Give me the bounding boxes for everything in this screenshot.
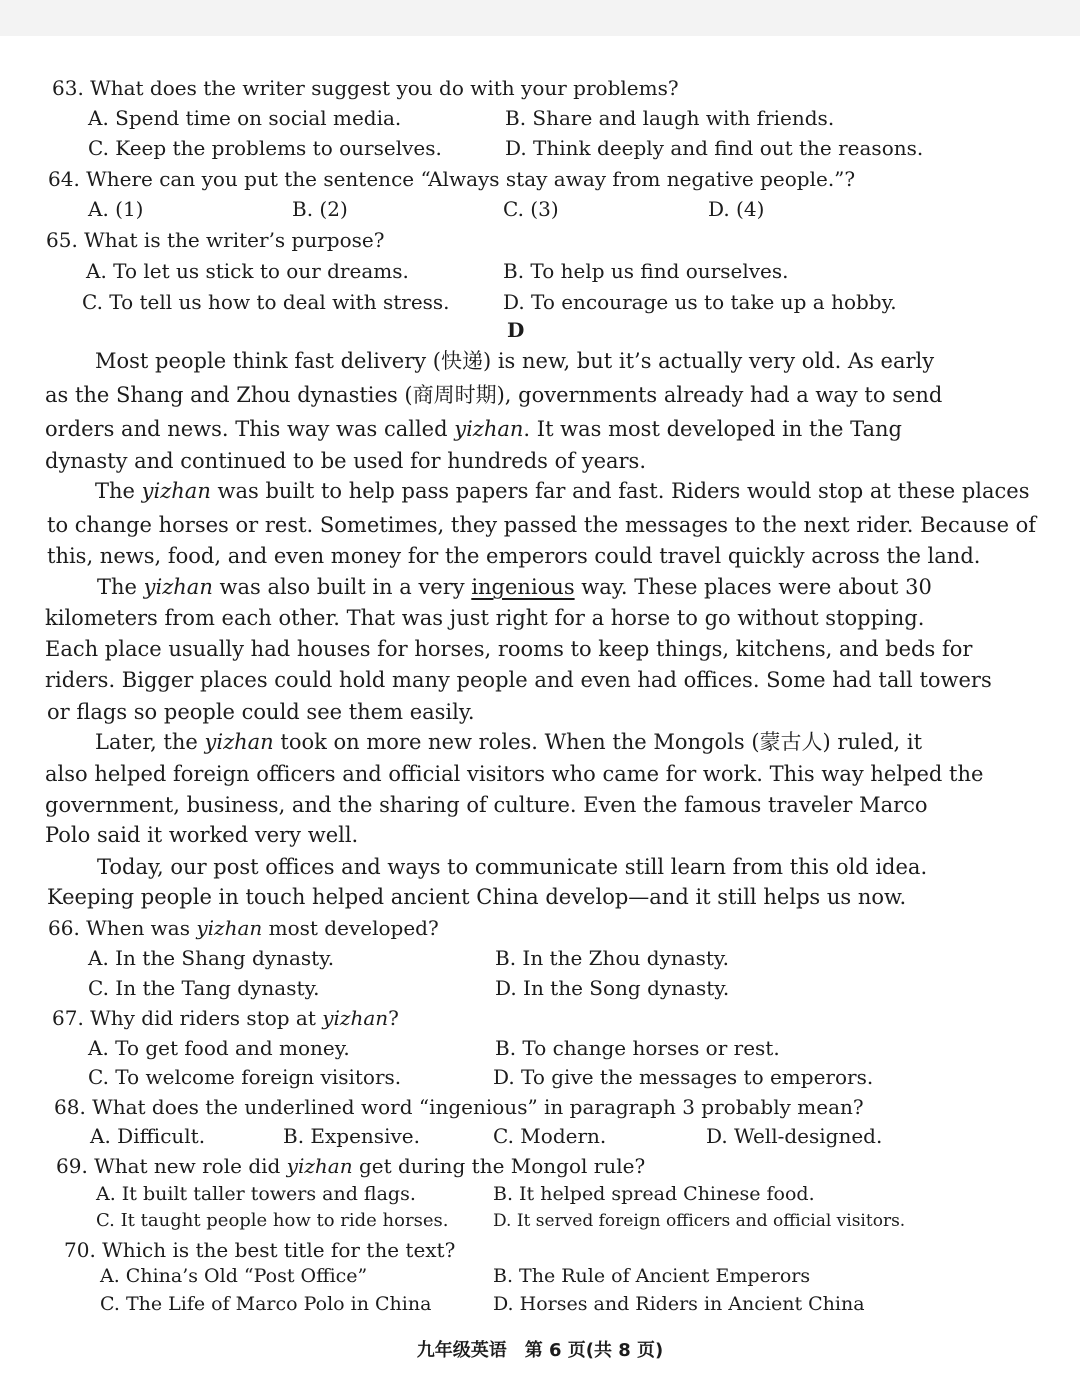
q67-option-d[interactable]: D. To give the messages to emperors. (493, 1065, 874, 1089)
q70-option-c[interactable]: C. The Life of Marco Polo in China (100, 1293, 432, 1315)
passage-p4-line3: government, business, and the sharing of culture. Even the famous traveler Marco (45, 793, 928, 817)
passage-p2-line2: to change horses or rest. Sometimes, they passed the messages to the next rider. Because of (47, 513, 1037, 537)
passage-p3-line3: Each place usually had houses for horses, rooms to keep things, kitchens, and beds for (45, 637, 973, 661)
q64-option-c[interactable]: C. (3) (503, 197, 559, 221)
passage-p4-line1: Later, the yizhan took on more new roles. When the Mongols (蒙古人) ruled, it (95, 730, 923, 754)
passage-p1-line1: Most people think fast delivery (快递) is new, but it’s actually very old. As early (95, 349, 935, 373)
q68-option-d[interactable]: D. Well-designed. (706, 1124, 883, 1148)
page-footer: 九年级英语 第 6 页(共 8 页) (416, 1340, 664, 1361)
q66-option-b[interactable]: B. In the Zhou dynasty. (495, 946, 729, 970)
passage-p3-line1: The yizhan was also built in a very ingenious way. These places were about 30 (97, 575, 932, 599)
passage-p4-line4: Polo said it worked very well. (45, 823, 359, 847)
q70-option-d[interactable]: D. Horses and Riders in Ancient China (493, 1293, 865, 1315)
passage-p3-line2: kilometers from each other. That was just right for a horse to go without stopping. (45, 606, 925, 630)
question-67: 67. Why did riders stop at yizhan? (52, 1006, 399, 1030)
passage-p1-line3: orders and news. This way was called yizhan. It was most developed in the Tang (45, 417, 902, 441)
passage-p1-line4: dynasty and continued to be used for hundreds of years. (45, 449, 647, 473)
q65-option-d[interactable]: D. To encourage us to take up a hobby. (503, 290, 897, 314)
passage-p1-line2: as the Shang and Zhou dynasties (商周时期), governments already had a way to send (45, 383, 943, 407)
q63-option-b[interactable]: B. Share and laugh with friends. (505, 106, 835, 130)
q69-option-c[interactable]: C. It taught people how to ride horses. (96, 1210, 449, 1231)
passage-p2-line3: this, news, food, and even money for the emperors could travel quickly across the land. (47, 544, 981, 568)
q64-option-a[interactable]: A. (1) (88, 197, 144, 221)
q70-option-b[interactable]: B. The Rule of Ancient Emperors (493, 1265, 811, 1287)
question-70: 70. Which is the best title for the text? (64, 1238, 456, 1262)
question-63: 63. What does the writer suggest you do with your problems? (52, 76, 679, 100)
q68-option-b[interactable]: B. Expensive. (283, 1124, 420, 1148)
q67-option-a[interactable]: A. To get food and money. (88, 1036, 350, 1060)
q63-option-d[interactable]: D. Think deeply and find out the reasons. (505, 136, 924, 160)
passage-p4-line2: also helped foreign officers and official visitors who came for work. This way helped the (45, 762, 984, 786)
passage-p3-line5: or flags so people could see them easily. (47, 700, 475, 724)
passage-p5-line2: Keeping people in touch helped ancient China develop—and it still helps us now. (47, 885, 907, 909)
q65-option-c[interactable]: C. To tell us how to deal with stress. (82, 290, 450, 314)
passage-p2-line1: The yizhan was built to help pass papers far and fast. Riders would stop at these places (95, 479, 1030, 503)
section-heading-d: D (507, 318, 525, 342)
q68-option-a[interactable]: A. Difficult. (90, 1124, 206, 1148)
underlined-word-ingenious: ingenious (471, 575, 575, 599)
question-66: 66. When was yizhan most developed? (48, 916, 439, 940)
q69-option-d[interactable]: D. It served foreign officers and official visitors. (493, 1211, 906, 1231)
passage-p5-line1: Today, our post offices and ways to communicate still learn from this old idea. (97, 855, 928, 879)
q65-option-a[interactable]: A. To let us stick to our dreams. (86, 259, 409, 283)
q67-option-b[interactable]: B. To change horses or rest. (495, 1036, 780, 1060)
q68-option-c[interactable]: C. Modern. (493, 1124, 607, 1148)
passage-p3-line4: riders. Bigger places could hold many people and even had offices. Some had tall towers (45, 668, 992, 692)
top-margin-band (0, 0, 1080, 36)
question-65: 65. What is the writer’s purpose? (46, 228, 385, 252)
q64-option-d[interactable]: D. (4) (708, 197, 765, 221)
q66-option-d[interactable]: D. In the Song dynasty. (495, 976, 730, 1000)
q63-option-c[interactable]: C. Keep the problems to ourselves. (88, 136, 442, 160)
q66-option-c[interactable]: C. In the Tang dynasty. (88, 976, 320, 1000)
q67-option-c[interactable]: C. To welcome foreign visitors. (88, 1065, 402, 1089)
q64-option-b[interactable]: B. (2) (292, 197, 348, 221)
question-64: 64. Where can you put the sentence “Always stay away from negative people.”? (48, 167, 856, 191)
q69-option-a[interactable]: A. It built taller towers and flags. (96, 1183, 416, 1205)
q70-option-a[interactable]: A. China’s Old “Post Office” (100, 1265, 368, 1287)
q66-option-a[interactable]: A. In the Shang dynasty. (88, 946, 335, 970)
question-69: 69. What new role did yizhan get during the Mongol rule? (56, 1154, 646, 1178)
q69-option-b[interactable]: B. It helped spread Chinese food. (493, 1183, 815, 1205)
q63-option-a[interactable]: A. Spend time on social media. (88, 106, 402, 130)
question-68: 68. What does the underlined word “ingenious” in paragraph 3 probably mean? (54, 1095, 864, 1119)
q65-option-b[interactable]: B. To help us find ourselves. (503, 259, 789, 283)
